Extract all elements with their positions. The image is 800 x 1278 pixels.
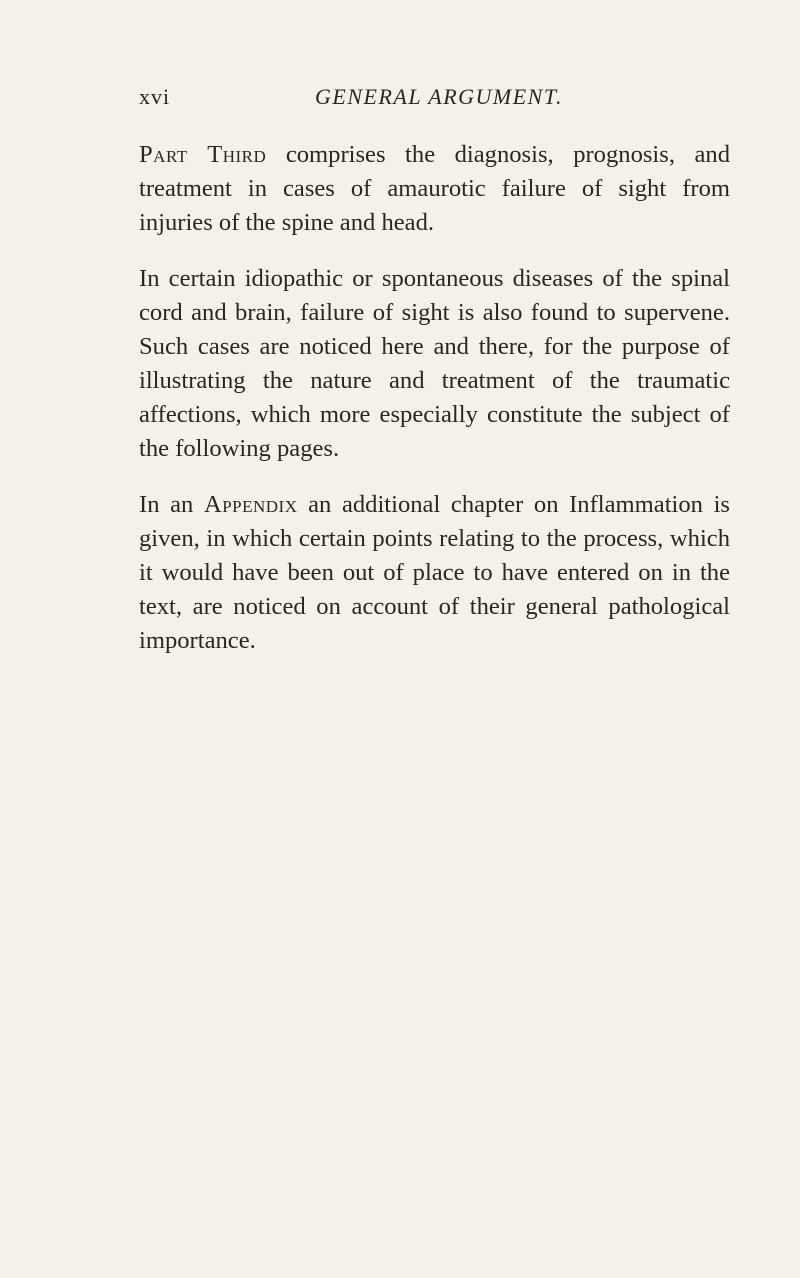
paragraph-text: an additional chapter on Inflammation is given, in which certain points relating to the process, which it would have been out of place to have entered on in the text, are noticed on account of their general pathological importance. [139, 491, 731, 654]
paragraph-part-third [139, 138, 730, 240]
paragraph-text: comprises the diagnosis, prognosis, and treatment in cases of amaurotic failure of sight from injuries of the spine and head. [139, 141, 731, 236]
paragraph-appendix [139, 488, 730, 658]
part-third-lead: Part Third [139, 141, 267, 168]
running-head [139, 84, 730, 114]
paragraph-prefix: In an [139, 491, 204, 518]
paragraph-idiopathic-diseases [139, 262, 730, 466]
running-head-title: GENERAL ARGUMENT. [315, 84, 563, 109]
paragraph-text: In certain idiopathic or spontaneous diseases of the spinal cord and brain, failure of sight is also found to supervene. Such cases are noticed here and there, for the purpose of illustrating the nature and treatment of the traumatic affections, which more especially constitute the subject of the following pages. [139, 265, 730, 462]
appendix-lead: Appendix [203, 491, 298, 518]
page-number: xvi [139, 84, 171, 109]
